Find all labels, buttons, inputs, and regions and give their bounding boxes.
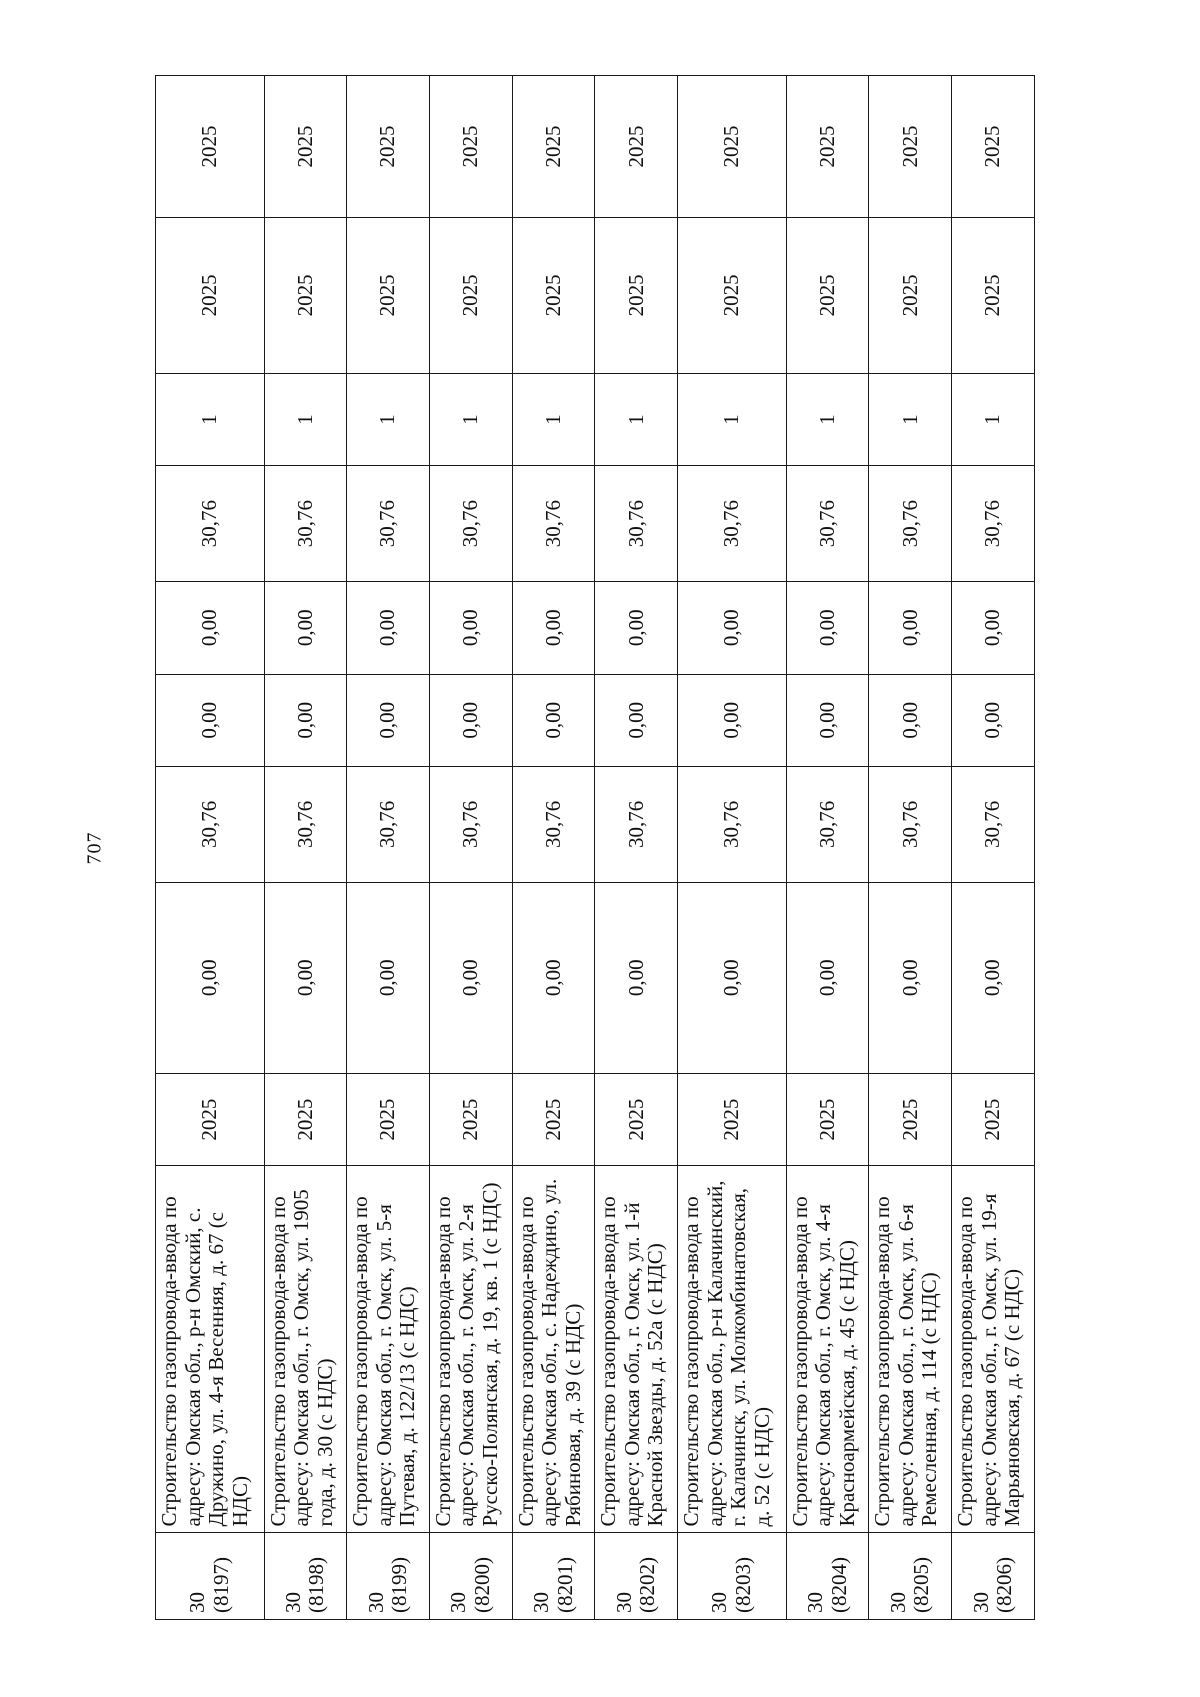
row-value-cell: 30,76 [429,767,512,883]
row-year-cell: 2025 [264,76,347,218]
row-value-cell: 0,00 [347,582,430,675]
row-value-cell: 0,00 [869,582,952,675]
row-year-cell: 2025 [678,76,787,218]
row-id-cell: 30 (8201) [512,1533,595,1620]
row-description-cell: Строительство газопровода-ввода по адресу: Омская обл., г. Омск, ул. 1-й Красной Звезды, д. 52а (с НДС) [595,1166,678,1533]
row-value-cell: 30,76 [264,466,347,582]
row-year-cell: 2025 [952,1073,1035,1166]
row-value-cell: 0,00 [512,582,595,675]
row-value-cell: 0,00 [952,674,1035,767]
row-value-cell: 30,76 [786,767,869,883]
row-year-cell: 2025 [952,76,1035,218]
row-count-cell: 1 [678,373,787,466]
row-id-cell: 30 (8205) [869,1533,952,1620]
row-year-cell: 2025 [678,1073,787,1166]
table-row [156,76,265,1620]
row-year-cell: 2025 [429,76,512,218]
row-value-cell: 30,76 [678,466,787,582]
row-id-cell: 30 (8200) [429,1533,512,1620]
row-description-cell: Строительство газопровода-ввода по адресу: Омская обл., г. Омск, ул. 6-я Ремесленная, д. 114 (с НДС) [869,1166,952,1533]
row-count-cell: 1 [595,373,678,466]
table-row [786,76,869,1620]
row-description-cell: Строительство газопровода-ввода по адресу: Омская обл., г. Омск, ул. 19-я Марьяновская, д. 67 (с НДС) [952,1166,1035,1533]
row-value-cell: 0,00 [156,582,265,675]
row-value-cell: 0,00 [512,674,595,767]
row-year-cell: 2025 [156,76,265,218]
table-row [595,76,678,1620]
row-year-cell: 2025 [595,217,678,373]
row-value-cell: 30,76 [347,767,430,883]
row-year-cell: 2025 [786,1073,869,1166]
row-description-cell: Строительство газопровода-ввода по адресу: Омская обл., с. Надеждино, ул. Рябиновая, д. 39 (с НДС) [512,1166,595,1533]
table-row [512,76,595,1620]
row-value-cell: 0,00 [786,582,869,675]
table-row [869,76,952,1620]
row-value-cell: 0,00 [678,674,787,767]
row-count-cell: 1 [512,373,595,466]
rotated-table-container [155,75,1035,1620]
row-year-cell: 2025 [347,217,430,373]
row-year-cell: 2025 [156,1073,265,1166]
row-year-cell: 2025 [429,217,512,373]
row-year-cell: 2025 [595,1073,678,1166]
row-count-cell: 1 [264,373,347,466]
row-value-cell: 0,00 [264,882,347,1073]
row-value-cell: 0,00 [347,882,430,1073]
row-value-cell: 0,00 [264,674,347,767]
row-id-cell: 30 (8203) [678,1533,787,1620]
row-value-cell: 30,76 [156,466,265,582]
row-count-cell: 1 [156,373,265,466]
row-description-cell: Строительство газопровода-ввода по адресу: Омская обл., г. Омск, ул. 2-я Русско-Полянская, д. 19, кв. 1 (с НДС) [429,1166,512,1533]
row-value-cell: 0,00 [595,582,678,675]
row-year-cell: 2025 [264,217,347,373]
row-id-cell: 30 (8204) [786,1533,869,1620]
table-row [429,76,512,1620]
row-year-cell: 2025 [869,1073,952,1166]
row-year-cell: 2025 [512,1073,595,1166]
row-value-cell: 0,00 [786,882,869,1073]
row-count-cell: 1 [869,373,952,466]
row-year-cell: 2025 [678,217,787,373]
row-value-cell: 0,00 [952,882,1035,1073]
row-value-cell: 0,00 [869,674,952,767]
row-value-cell: 0,00 [678,882,787,1073]
row-value-cell: 30,76 [786,466,869,582]
investment-table [155,75,1035,1620]
row-id-cell: 30 (8202) [595,1533,678,1620]
row-description-cell: Строительство газопровода-ввода по адресу: Омская обл., г. Омск, ул. 1905 года, д. 30 (с НДС) [264,1166,347,1533]
row-value-cell: 0,00 [347,674,430,767]
row-year-cell: 2025 [156,217,265,373]
row-value-cell: 0,00 [264,582,347,675]
row-value-cell: 0,00 [678,582,787,675]
row-value-cell: 30,76 [869,466,952,582]
row-year-cell: 2025 [786,76,869,218]
row-value-cell: 0,00 [156,674,265,767]
row-id-cell: 30 (8198) [264,1533,347,1620]
row-value-cell: 0,00 [512,882,595,1073]
row-id-cell: 30 (8206) [952,1533,1035,1620]
row-value-cell: 0,00 [786,674,869,767]
row-year-cell: 2025 [264,1073,347,1166]
row-value-cell: 0,00 [869,882,952,1073]
row-year-cell: 2025 [595,76,678,218]
row-year-cell: 2025 [869,76,952,218]
table-row [264,76,347,1620]
row-count-cell: 1 [786,373,869,466]
row-year-cell: 2025 [512,76,595,218]
row-year-cell: 2025 [869,217,952,373]
row-year-cell: 2025 [347,76,430,218]
row-year-cell: 2025 [952,217,1035,373]
row-value-cell: 30,76 [512,466,595,582]
row-id-cell: 30 (8199) [347,1533,430,1620]
row-value-cell: 30,76 [952,466,1035,582]
row-value-cell: 0,00 [429,882,512,1073]
row-value-cell: 0,00 [429,674,512,767]
page-number: 707 [83,831,106,865]
row-description-cell: Строительство газопровода-ввода по адресу: Омская обл., г. Омск, ул. 5-я Путевая, д. 122/13 (с НДС) [347,1166,430,1533]
row-value-cell: 0,00 [595,674,678,767]
table-row [678,76,787,1620]
row-value-cell: 30,76 [156,767,265,883]
row-value-cell: 30,76 [595,767,678,883]
table-row [347,76,430,1620]
row-value-cell: 30,76 [429,466,512,582]
row-year-cell: 2025 [429,1073,512,1166]
row-value-cell: 0,00 [952,582,1035,675]
row-year-cell: 2025 [512,217,595,373]
row-value-cell: 30,76 [347,466,430,582]
row-value-cell: 30,76 [952,767,1035,883]
row-value-cell: 30,76 [264,767,347,883]
row-id-cell: 30 (8197) [156,1533,265,1620]
table-row [952,76,1035,1620]
row-year-cell: 2025 [786,217,869,373]
row-value-cell: 30,76 [595,466,678,582]
row-count-cell: 1 [952,373,1035,466]
row-year-cell: 2025 [347,1073,430,1166]
row-count-cell: 1 [347,373,430,466]
row-count-cell: 1 [429,373,512,466]
row-value-cell: 0,00 [156,882,265,1073]
row-description-cell: Строительство газопровода-ввода по адресу: Омская обл., г. Омск, ул. 4-я Красноармейская, д. 45 (с НДС) [786,1166,869,1533]
row-value-cell: 30,76 [678,767,787,883]
row-value-cell: 30,76 [869,767,952,883]
row-value-cell: 30,76 [512,767,595,883]
row-description-cell: Строительство газопровода-ввода по адресу: Омская обл., р-н Калачинский, г. Калачинск, ул. Молкомбинатовская, д. 52 (с НДС) [678,1166,787,1533]
table-body [156,76,1035,1620]
row-value-cell: 0,00 [429,582,512,675]
row-description-cell: Строительство газопровода-ввода по адресу: Омская обл., р-н Омский, с. Дружино, ул. 4-я Весенняя, д. 67 (с НДС) [156,1166,265,1533]
row-value-cell: 0,00 [595,882,678,1073]
